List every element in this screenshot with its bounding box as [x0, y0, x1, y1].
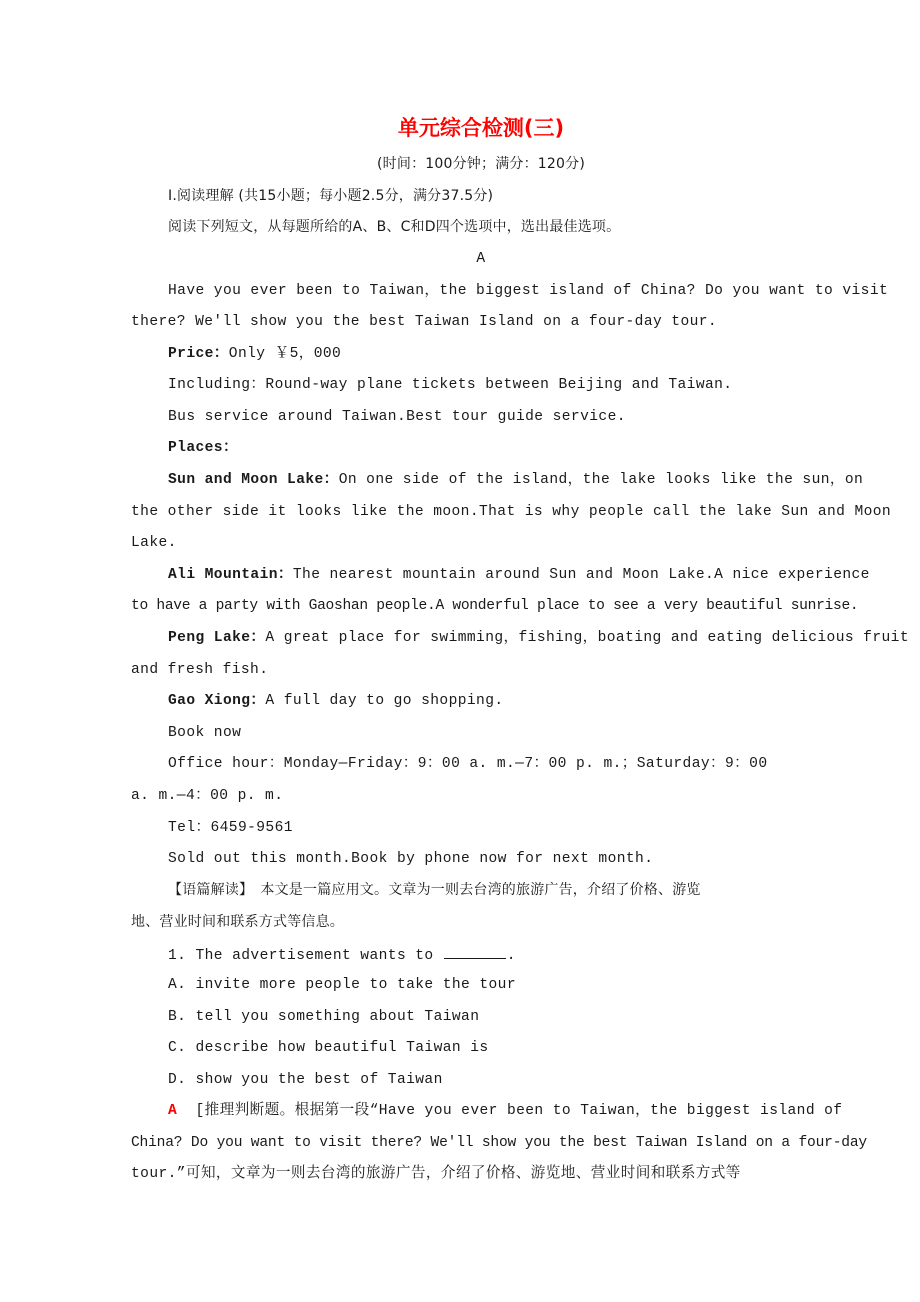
place-description: A full day to go shopping. [265, 693, 504, 709]
explanation-text: [推理判断题。根据第一段“Have you ever been to Taiwan，the biggest island of [195, 1103, 843, 1119]
price-value: Only ￥5，000 [228, 346, 342, 362]
telephone-line: Tel：6459-9561 [168, 820, 293, 836]
place-description: On one side of the island，the lake looks like the sun，on [338, 472, 864, 488]
book-now-line: Book now [168, 725, 242, 741]
office-hours-line2: a. m.—4：00 p. m. [131, 788, 284, 804]
office-hours-line1: Office hour：Monday—Friday：9：00 a. m.—7：00 p. m.；Saturday：9：00 [168, 756, 768, 772]
answer-key: A [168, 1103, 178, 1119]
passage-intro-line1: Have you ever been to Taiwan，the biggest island of China? Do you want to visit [168, 283, 889, 299]
question-1-option-d: D. show you the best of Taiwan [168, 1072, 443, 1088]
place-sun-moon-lake-line3: Lake. [131, 535, 177, 551]
place-name: Gao Xiong： [168, 693, 266, 709]
price-label: Price： [168, 346, 229, 362]
price-line [168, 344, 341, 364]
place-peng-lake-line2: and fresh fish. [131, 662, 269, 678]
question-1-option-b: B. tell you something about Taiwan [168, 1009, 480, 1025]
question-stem-end: . [506, 948, 516, 964]
section-instruction: 阅读下列短文，从每题所给的A、B、C和D四个选项中，选出最佳选项。 [168, 219, 621, 235]
section-heading: Ⅰ.阅读理解 (共15小题；每小题2.5分，满分37.5分) [168, 188, 494, 204]
place-sun-moon-lake-line1 [168, 470, 863, 490]
exam-time-info: (时间：100分钟；满分：120分) [377, 156, 585, 172]
places-label: Places： [168, 440, 238, 456]
question-1-option-c: C. describe how beautiful Taiwan is [168, 1040, 489, 1056]
passage-analysis-line1: 【语篇解读】 本文是一篇应用文。文章为一则去台湾的旅游广告，介绍了价格、游览 [168, 882, 701, 898]
page-title: 单元综合检测(三) [397, 116, 565, 140]
passage-analysis-line2: 地、营业时间和联系方式等信息。 [131, 914, 344, 930]
place-description: A great place for swimming，fishing，boating and eating delicious fruit [265, 630, 909, 646]
place-ali-mountain-line1 [168, 565, 870, 585]
bus-service-line: Bus service around Taiwan.Best tour guide service. [168, 409, 626, 425]
question-1-explanation-line2: China? Do you want to visit there? We'll show you the best Taiwan Island on a four-day [131, 1135, 867, 1151]
place-peng-lake-line1 [168, 628, 909, 648]
question-1-explanation-line3: tour.”可知，文章为一则去台湾的旅游广告，介绍了价格、游览地、营业时间和联系方式等 [131, 1166, 741, 1182]
place-name: Peng Lake： [168, 630, 266, 646]
place-description: The nearest mountain around Sun and Moon Lake.A nice experience [292, 567, 870, 583]
answer-blank [444, 944, 506, 959]
question-1-option-a: A. invite more people to take the tour [168, 977, 516, 993]
question-1-explanation-line1 [168, 1101, 842, 1121]
passage-intro-line2: there? We'll show you the best Taiwan Island on a four-day tour. [131, 314, 718, 330]
place-name: Ali Mountain： [168, 567, 293, 583]
place-gao-xiong-line1 [168, 691, 504, 711]
including-line: Including：Round-way plane tickets between Beijing and Taiwan. [168, 377, 733, 393]
passage-label: A [476, 251, 486, 267]
place-sun-moon-lake-line2: the other side it looks like the moon.That is why people call the lake Sun and Moon [131, 504, 892, 520]
question-stem-text: 1. The advertisement wants to [168, 948, 434, 964]
place-ali-mountain-line2: to have a party with Gaoshan people.A wonderful place to see a very beautiful sunrise. [131, 598, 859, 614]
question-1-stem [168, 944, 516, 966]
sold-out-line: Sold out this month.Book by phone now for next month. [168, 851, 654, 867]
place-name: Sun and Moon Lake： [168, 472, 339, 488]
